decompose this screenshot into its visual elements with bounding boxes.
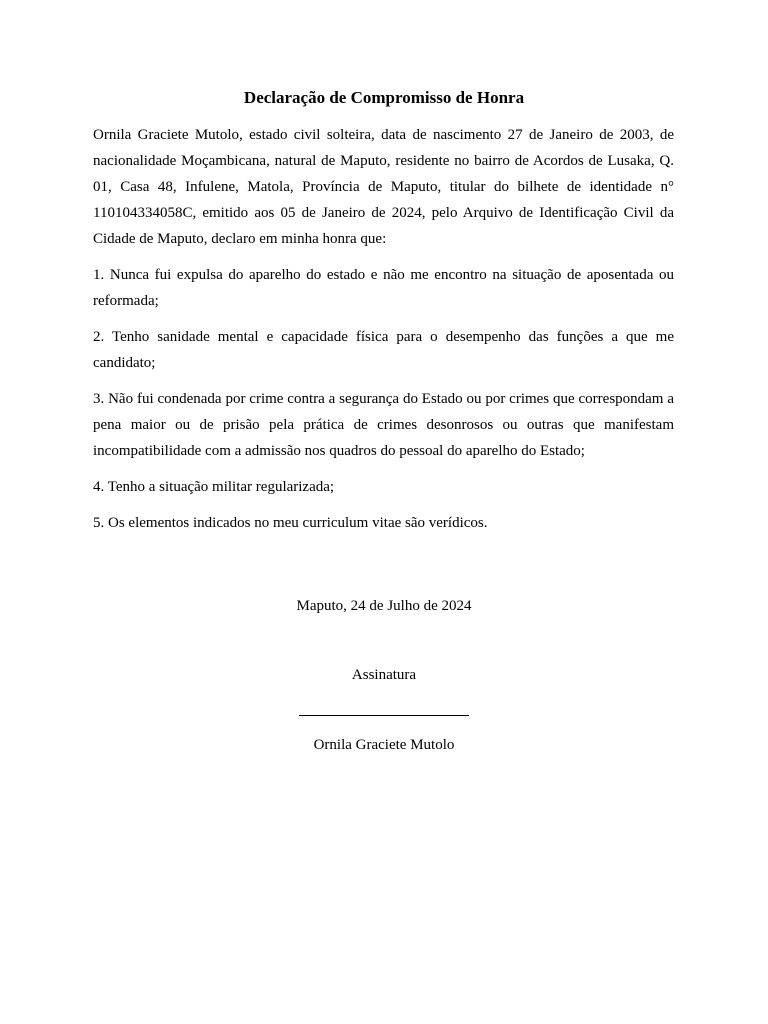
signature-label: Assinatura bbox=[351, 667, 417, 683]
declaration-item-3: 3. Não fui condenada por crime contra a segurança do Estado ou por crimes que correspondam a pena maior ou de prisão pela prática de crimes desonrosos ou outras que manifestam incompatibilidade com a admissão nos quadros do pessoal do aparelho do Estado; bbox=[93, 391, 674, 459]
declaration-item-4: 4. Tenho a situação militar regularizada; bbox=[93, 479, 335, 495]
signatory-name: Ornila Graciete Mutolo bbox=[313, 737, 455, 753]
document-title: Declaração de Compromisso de Honra bbox=[243, 88, 525, 107]
declaration-item-5: 5. Os elementos indicados no meu curriculum vitae são verídicos. bbox=[93, 515, 488, 531]
declaration-item-2: 2. Tenho sanidade mental e capacidade física para o desempenho das funções a que me candidato; bbox=[93, 329, 674, 371]
date-line: Maputo, 24 de Julho de 2024 bbox=[296, 598, 472, 614]
intro-paragraph: Ornila Graciete Mutolo, estado civil solteira, data de nascimento 27 de Janeiro de 2003, de nacionalidade Moçambicana, natural de Maputo, residente no bairro de Acordos de Lusaka, Q. 01, Casa 48, Infulene, Matola, Província de Maputo, titular do bilhete de identidade n° 110104334058C, emitido aos 05 de Janeiro de 2024, pelo Arquivo de Identificação Civil da Cidade de Maputo, declaro em minha honra que: bbox=[93, 127, 674, 247]
document-body bbox=[93, 122, 674, 546]
declaration-item-1: 1. Nunca fui expulsa do aparelho do estado e não me encontro na situação de aposentada ou reformada; bbox=[93, 267, 674, 309]
signature-line bbox=[299, 715, 469, 716]
